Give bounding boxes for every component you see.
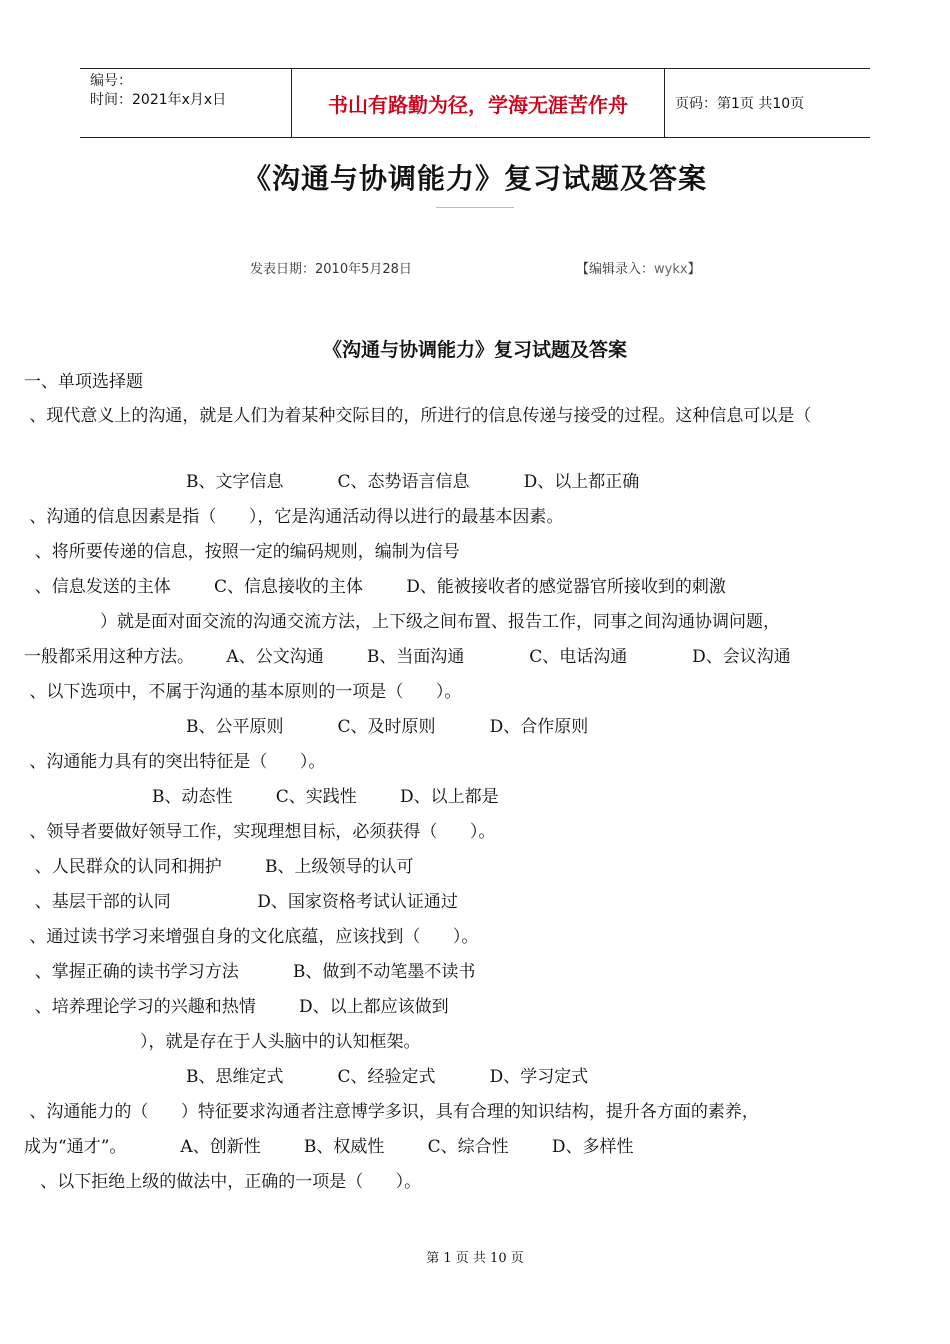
option-line: 、将所要传递的信息，按照一定的编码规则，编制为信号 [24,542,460,562]
page-info: 页码：第1页 共10页 [675,96,805,112]
title-divider [436,207,514,208]
option-line: B、动态性 C、实践性 D、以上都是 [152,787,499,807]
publish-date: 发表日期：2010年5月28日 [250,262,412,277]
document-header [80,68,870,138]
question-line: 、现代意义上的沟通，就是人们为着某种交际目的，所进行的信息传递与接受的过程。这种信息可以是（ [24,406,812,426]
section-title: 《沟通与协调能力》复习试题及答案 [322,339,627,361]
question-line: 、领导者要做好领导工作，实现理想目标，必须获得（ ）。 [24,822,496,842]
question-line: ）就是面对面交流的沟通交流方法，上下级之间布置、报告工作，同事之间沟通协调问题， [100,612,780,632]
question-line: 、以下拒绝上级的做法中，正确的一项是（ ）。 [24,1172,422,1192]
editor-link[interactable]: wykx [654,262,688,277]
editor-open: 【编辑录入： [576,262,655,277]
question-line: 、以下选项中，不属于沟通的基本原则的一项是（ ）。 [24,682,462,702]
question-line: 、通过读书学习来增强自身的文化底蕴，应该找到（ ）。 [24,927,479,947]
question-line: ），就是存在于人头脑中的认知框架。 [140,1032,421,1052]
option-line: B、公平原则 C、及时原则 D、合作原则 [186,717,589,737]
option-line: B、文字信息 C、态势语言信息 D、以上都正确 [186,472,640,492]
option-line: 、人民群众的认同和拥护 B、上级领导的认可 [24,857,414,877]
motto: 书山有路勤为径，学海无涯苦作舟 [292,69,665,137]
question-line: 一般都采用这种方法。 A、公文沟通 B、当面沟通 C、电话沟通 D、会议沟通 [24,647,791,667]
time-label: 时间：2021年x月x日 [90,92,227,108]
option-line: 、信息发送的主体 C、信息接收的主体 D、能被接收者的感觉器官所接收到的刺激 [24,577,726,597]
editor-close: 】 [687,262,701,277]
option-line: 、基层干部的认同 D、国家资格考试认证通过 [24,892,458,912]
question-line: 、沟通能力的（ ）特征要求沟通者注意博学多识，具有合理的知识结构，提升各方面的素养， [24,1102,759,1122]
question-line: 成为“通才”。 A、创新性 B、权威性 C、综合性 D、多样性 [24,1137,634,1157]
page-footer: 第 1 页 共 10 页 [426,1251,524,1266]
question-line: 、沟通的信息因素是指（ ），它是沟通活动得以进行的最基本因素。 [24,507,564,527]
header-left-cell [80,69,292,137]
option-line: B、思维定式 C、经验定式 D、学习定式 [186,1067,589,1087]
editor-info [576,258,701,277]
page-title: 《沟通与协调能力》复习试题及答案 [242,162,707,195]
section-heading: 一、单项选择题 [24,372,143,392]
option-line: 、培养理论学习的兴趣和热情 D、以上都应该做到 [24,997,449,1017]
option-line: 、掌握正确的读书学习方法 B、做到不动笔墨不读书 [24,962,476,982]
number-label: 编号： [90,73,132,89]
question-line: 、沟通能力具有的突出特征是（ ）。 [24,752,326,772]
